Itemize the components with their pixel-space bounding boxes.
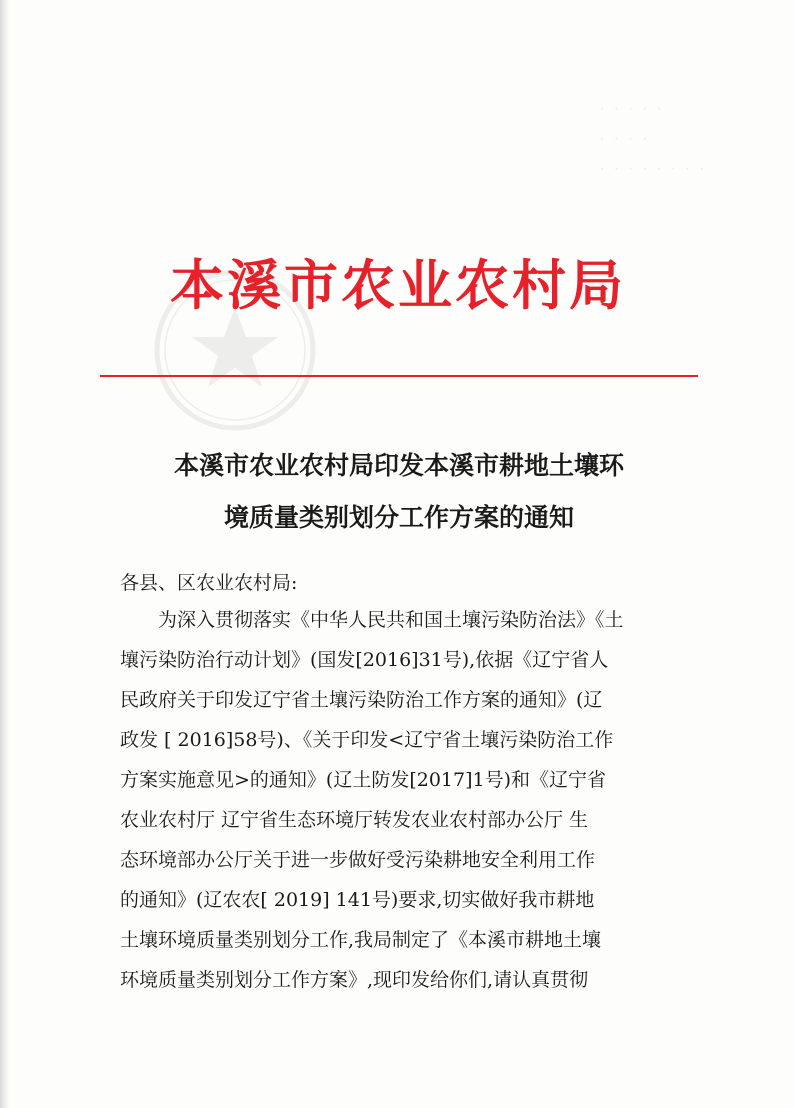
document-body [120,600,686,1000]
body-line: 的通知》(辽农农[ 2019] 141号)要求,切实做好我市耕地 [120,889,595,911]
document-title [100,440,698,544]
body-line: 态环境部办公厅关于进一步做好受污染耕地安全利用工作 [120,849,596,871]
letterhead-red-rule [100,375,698,377]
body-line: 政发 [ 2016]58号)、《关于印发<辽宁省土壤污染防治工作 [120,729,614,751]
body-line: 方案实施意见>的通知》(辽土防发[2017]1号)和《辽宁省 [120,769,607,791]
letterhead-organization: 本溪市农业农村局 [170,253,626,317]
body-line: 土壤环境质量类别划分工作,我局制定了《本溪市耕地土壤 [120,929,602,951]
document-title-line: 本溪市农业农村局印发本溪市耕地土壤环 [173,451,624,480]
body-line: 为深入贯彻落实《中华人民共和国土壤污染防治法》《土 [158,609,624,631]
body-line: 壤污染防治行动计划》(国发[2016]31号),依据《辽宁省人 [120,649,609,671]
scan-edge-shadow [0,0,10,1108]
bleed-through-text: · · · · · · · · · · · · · · · · · [600,102,707,177]
body-line: 环境质量类别划分工作方案》,现印发给你们,请认真贯彻 [120,969,589,991]
body-line: 民政府关于印发辽宁省土壤污染防治工作方案的通知》(辽 [120,689,603,711]
salutation: 各县、区农业农村局: [120,572,298,594]
body-line: 农业农村厅 辽宁省生态环境厅转发农业农村部办公厅 生 [120,809,589,831]
document-title-line: 境质量类别划分工作方案的通知 [223,503,574,532]
